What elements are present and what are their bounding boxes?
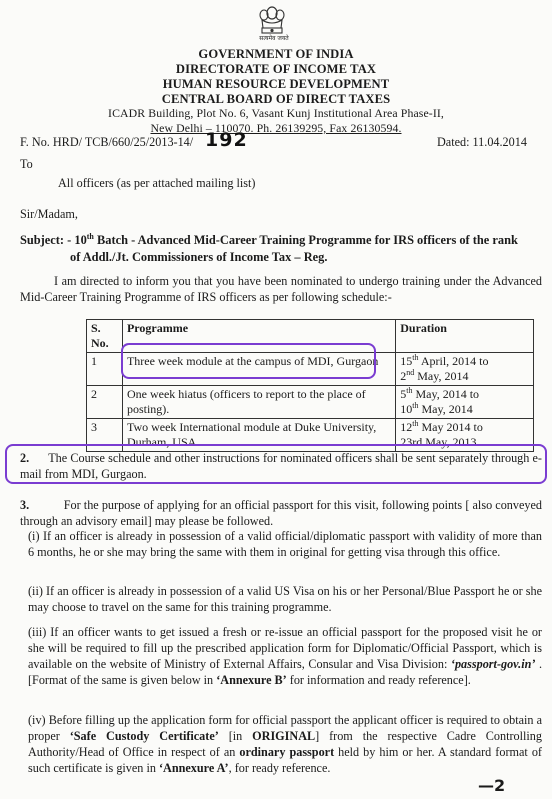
table-row: 2 One week hiatus (officers to report to the place of posting). 5th May, 2014 to 10th May, 2014 [87,386,534,419]
header-address-line1: ICADR Building, Plot No. 6, Vasant Kunj Institutional Area Phase-II, [108,106,444,120]
header-duration: Duration [396,320,534,353]
item-iii: (iii) If an officer wants to get issued a fresh or re-issue an official passport for the proposed visit he or she will be required to fill up the prescribed application form for Diplomatic/Official Passport, which is available on the website of Ministry of External Affairs, Consular and Visa Division: ‘passport-gov.in’ . [Format of the same is given below in ‘Annexure B’ for information and ready reference]. [28,625,543,688]
file-number: F. No. HRD/ TCB/660/25/2013-14/ [20,135,194,149]
emblem-caption: सत्यमेव जयते [259,35,289,42]
item-i: (i) If an officer is already in possession of a valid official/diplomatic passport with validity of more than 6 months, he or she may bring the same with them in original for getting visa through this office. [28,529,542,560]
header-directorate: DIRECTORATE OF INCOME TAX [175,62,377,76]
header-programme: Programme [122,320,395,353]
item-iv: (iv) Before filling up the application form for official passport the applicant officer is required to obtain a proper ‘Safe Custody Certificate’ [in ORIGINAL] from the respective Cadre Controlling Authority/Head of Office in respect of an ordinary passport held by him or her. A standard format of such certificate is given in ‘Annexure A’, for ready reference. [28,713,542,776]
table-row: 3 Two week International module at Duke University, Durham, USA. 12th May 2014 to 23rd May, 2013. [87,419,534,452]
header-hrd: HUMAN RESOURCE DEVELOPMENT [162,77,390,91]
header-sno: S. No. [87,320,123,353]
header-cbdt: CENTRAL BOARD OF DIRECT TAXES [161,92,391,106]
table-row: 1 Three week module at the campus of MDI, Gurgaon 15th April, 2014 to 2nd May, 2014 [87,353,534,386]
handwritten-number: 192 [205,129,248,151]
header-address-line2: New Delhi – 110070. Ph. 26139295, Fax 26130594. [150,121,402,135]
paragraph-2: 2. The Course schedule and other instructions for nominated officers shall be sent separately through e-mail from MDI, Gurgaon. [20,451,542,482]
to-label: To [20,157,33,171]
item-ii: (ii) If an officer is already in possession of a valid US Visa on his or her Personal/Blue Passport he or she may choose to travel on the same for this training programme. [28,584,542,615]
highlight-mdi-module [121,343,376,379]
dated: Dated: 11.04.2014 [437,135,527,149]
subject: Subject: - 10th Batch - Advanced Mid-Career Training Programme for IRS officers of the rank of Addl./Jt. Commissioners of Income Tax – Reg. [20,231,518,264]
salutation: Sir/Madam, [20,207,78,221]
paragraph-3: 3. For the purpose of applying for an official passport for this visit, following points [ also conveyed through an advisory email] may please be followed. [20,498,542,529]
intro-paragraph: I am directed to inform you that you have been nominated to undergo training under the Advanced Mid-Career Training Programme of IRS officers as per following schedule:- [20,274,542,305]
page-number: —2 [478,776,506,795]
header-government: GOVERNMENT OF INDIA [198,47,354,61]
recipients: All officers (as per attached mailing list) [58,176,256,190]
schedule-table [86,319,534,452]
